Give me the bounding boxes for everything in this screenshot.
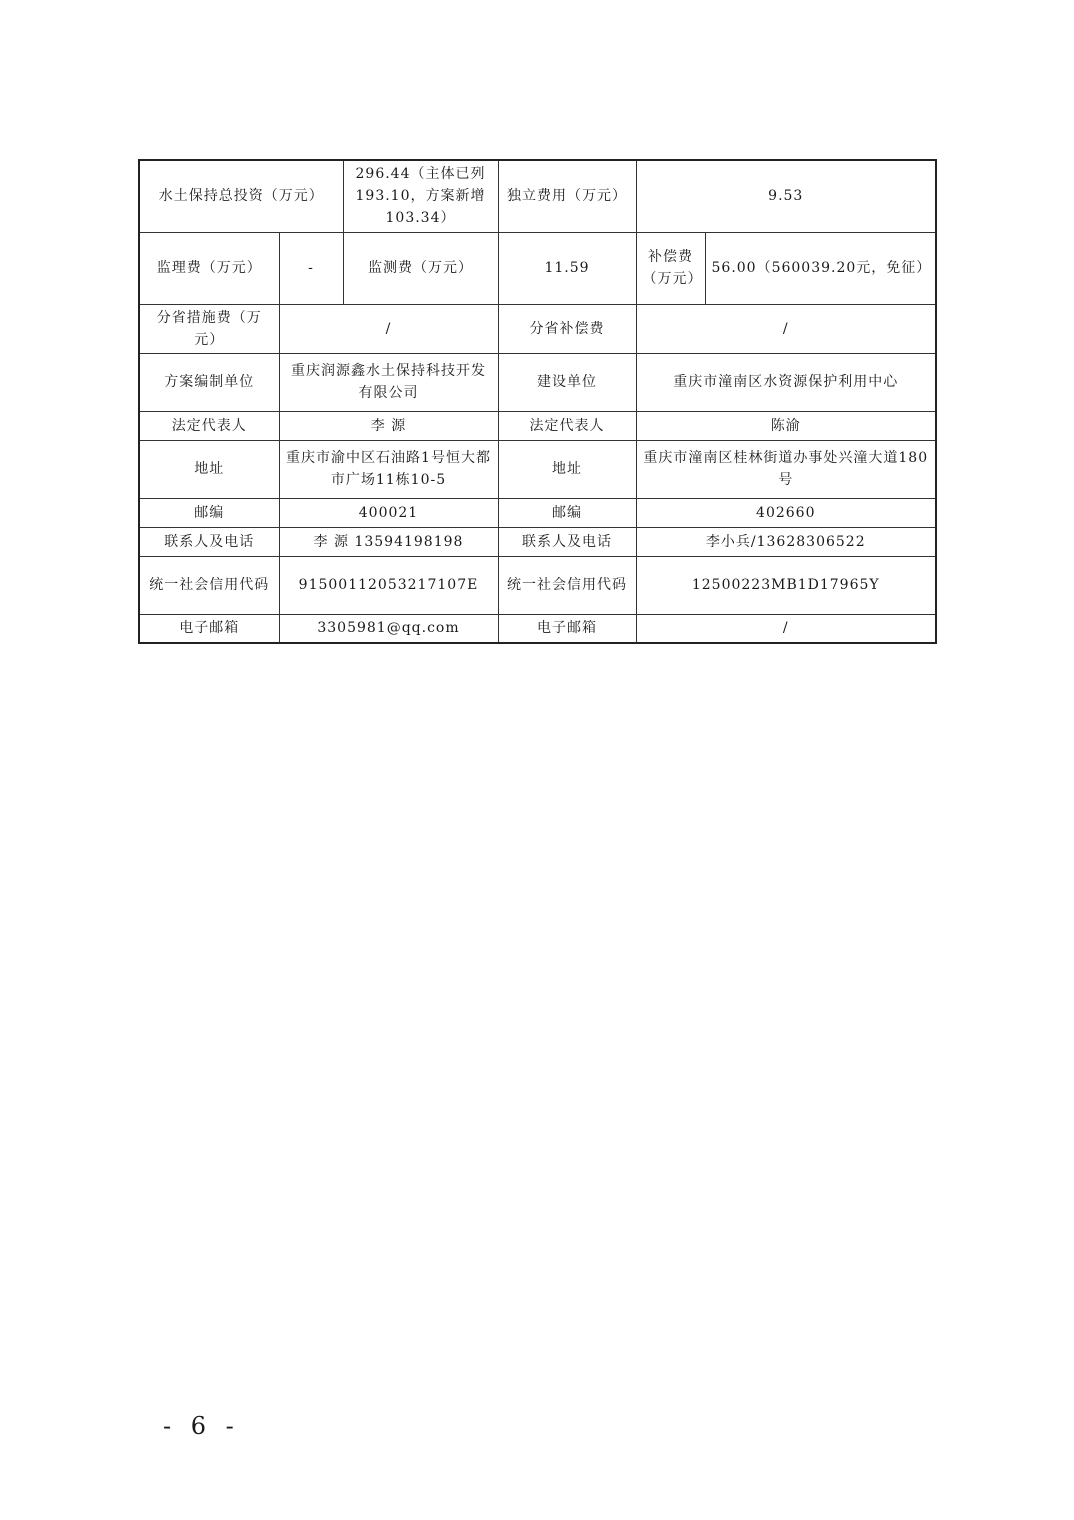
builder-value: 重庆市潼南区水资源保护利用中心 (636, 353, 936, 411)
credit-code-value: 91500112053217107E (279, 556, 498, 614)
monitoring-fee-value: 11.59 (498, 232, 636, 304)
address-value: 重庆市渝中区石油路1号恒大都市广场11栋10-5 (279, 440, 498, 498)
independent-fee-value: 9.53 (636, 160, 936, 232)
province-compensation-fee-label: 分省补偿费 (498, 304, 636, 353)
independent-fee-label: 独立费用（万元） (498, 160, 636, 232)
supervision-fee-value: - (279, 232, 343, 304)
contact-value: 李 源 13594198198 (279, 527, 498, 556)
zip-label: 邮编 (139, 498, 279, 527)
project-info-table (138, 159, 937, 644)
address-value: 重庆市潼南区桂林街道办事处兴潼大道180号 (636, 440, 936, 498)
address-label: 地址 (139, 440, 279, 498)
legal-rep-label: 法定代表人 (139, 411, 279, 440)
credit-code-value: 12500223MB1D17965Y (636, 556, 936, 614)
page-number: - 6 - (163, 1412, 240, 1440)
zip-value: 402660 (636, 498, 936, 527)
table-row (139, 556, 936, 614)
compensation-fee-value: 56.00（560039.20元，免征） (705, 232, 936, 304)
legal-rep-value: 李 源 (279, 411, 498, 440)
table-row (139, 232, 936, 304)
supervision-fee-label: 监理费（万元） (139, 232, 279, 304)
compensation-fee-label: 补偿费（万元） (636, 232, 705, 304)
monitoring-fee-label: 监测费（万元） (343, 232, 498, 304)
credit-code-label: 统一社会信用代码 (139, 556, 279, 614)
legal-rep-value: 陈渝 (636, 411, 936, 440)
table-row (139, 440, 936, 498)
table-row (139, 527, 936, 556)
total-investment-label: 水土保持总投资（万元） (139, 160, 343, 232)
table-row (139, 160, 936, 232)
legal-rep-label: 法定代表人 (498, 411, 636, 440)
email-label: 电子邮箱 (139, 614, 279, 643)
credit-code-label: 统一社会信用代码 (498, 556, 636, 614)
table-row (139, 411, 936, 440)
address-label: 地址 (498, 440, 636, 498)
compiler-value: 重庆润源鑫水土保持科技开发有限公司 (279, 353, 498, 411)
contact-label: 联系人及电话 (139, 527, 279, 556)
table-row (139, 498, 936, 527)
builder-label: 建设单位 (498, 353, 636, 411)
province-measure-fee-label: 分省措施费（万元） (139, 304, 279, 353)
province-measure-fee-value: / (279, 304, 498, 353)
email-value: 3305981@qq.com (279, 614, 498, 643)
contact-label: 联系人及电话 (498, 527, 636, 556)
total-investment-value: 296.44（主体已列193.10，方案新增103.34） (343, 160, 498, 232)
zip-value: 400021 (279, 498, 498, 527)
table-row (139, 353, 936, 411)
contact-value: 李小兵/13628306522 (636, 527, 936, 556)
email-value: / (636, 614, 936, 643)
table-row (139, 304, 936, 353)
province-compensation-fee-value: / (636, 304, 936, 353)
email-label: 电子邮箱 (498, 614, 636, 643)
compiler-label: 方案编制单位 (139, 353, 279, 411)
table-row (139, 614, 936, 643)
zip-label: 邮编 (498, 498, 636, 527)
